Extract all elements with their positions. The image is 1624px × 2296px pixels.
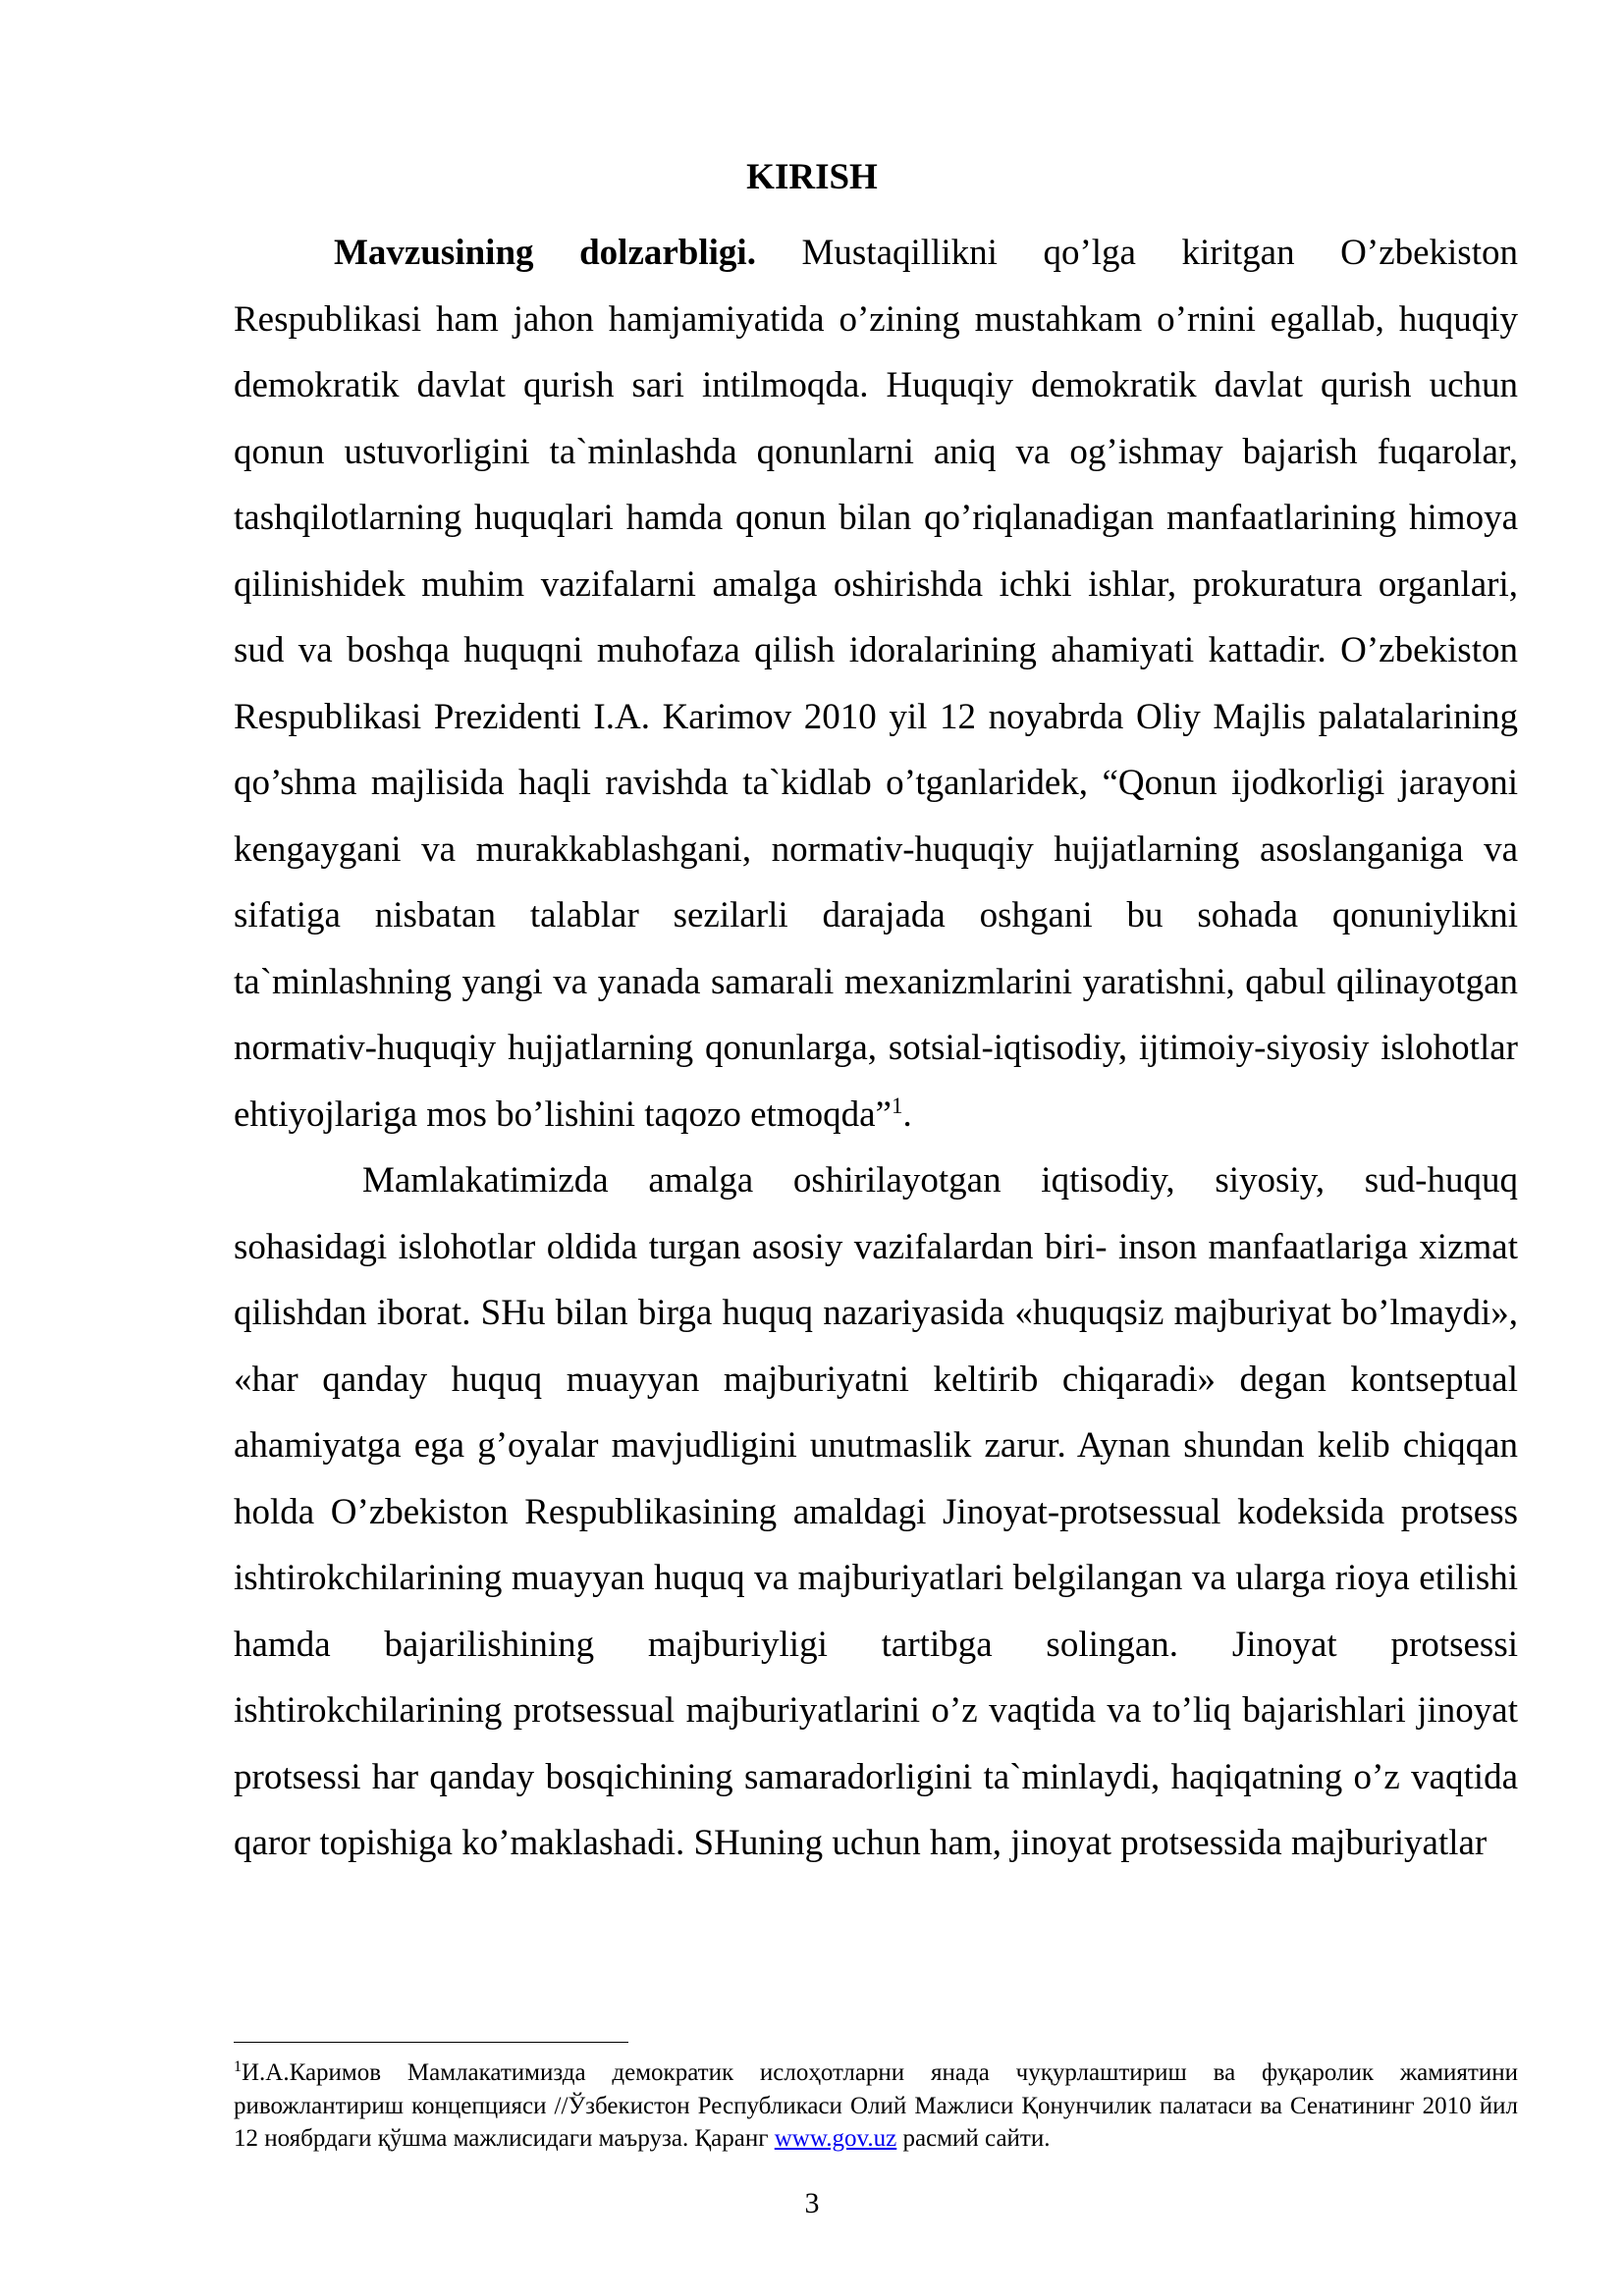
- page-number: 3: [804, 2187, 820, 2219]
- footnote: [234, 2056, 1518, 2156]
- footnote-text: И.А.Каримов Мамлакатимизда демократик ислоҳотларни янада чуқурлаштириш ва фуқаролик жамиятини ривожлантириш концепцияси //Ўзбекистон Республикаси Олий Мажлиси Қонунчилик палатаси ва Сенатининг 2010 йил 12 ноябрдаги қўшма мажлисидаги маъруза. Қаранг: [234, 2059, 1518, 2152]
- paragraph-text: Mustaqillikni qo’lga kiritgan O’zbekiston Respublikasi ham jahon hamjamiyatida o’zining mustahkam o’rnini egallab, huquqiy demokratik davlat qurish sari intilmoqda. Huquqiy demokratik davlat qurish uchun qonun ustuvorligini ta`minlashda qonunlarni aniq va og’ishmay bajarish fuqarolar, tashqilotlarning huquqlari hamda qonun bilan qo’riqlanadigan manfaatlarining himoya qilinishidek muhim vazifalarni amalga oshirishda ichki ishlar, prokuratura organlari, sud va boshqa huquqni muhofaza qilish idoralarining ahamiyati kattadir. O’zbekiston Respublikasi Prezidenti I.A. Karimov 2010 yil 12 noyabrda Oliy Majlis palatalarining qo’shma majlisida haqli ravishda ta`kidlab o’tganlaridek, “Qonun ijodkorligi jarayoni kengaygani va murakkablashgani, normativ-huquqiy hujjatlarning asoslanganiga va sifatiga nisbatan talablar sezilarli darajada oshgani bu sohada qonuniylikni ta`minlashning yangi va yanada samarali mexanizmlarini yaratishni, qabul qilinayotgan normativ-huquqiy hujjatlarning qonunlarga, sotsial-iqtisodiy, ijtimoiy-siyosiy islohotlar ehtiyojlariga mos bo’lishini taqozo etmoqda”: [234, 233, 1518, 1135]
- footnote-reference: 1: [891, 1093, 903, 1118]
- section-title: KIRISH: [746, 157, 878, 197]
- body-text: [234, 220, 1518, 1877]
- footnote-separator: [234, 2042, 628, 2043]
- paragraph-lead: Mavzusining dolzarbligi.: [334, 233, 756, 273]
- paragraph-relevance: [234, 220, 1518, 1148]
- footnote-text-end: расмий сайти.: [896, 2125, 1051, 2152]
- footnote-number: 1: [234, 2058, 242, 2075]
- footnote-link[interactable]: www.gov.uz: [774, 2125, 897, 2152]
- paragraph-end: .: [902, 1094, 912, 1135]
- paragraph-reforms: Mamlakatimizda amalga oshirilayotgan iqtisodiy, siyosiy, sud-huquq sohasidagi islohotlar oldida turgan asosiy vazifalardan biri- inson manfaatlariga xizmat qilishdan iborat. SHu bilan birga huquq nazariyasida «huquqsiz majburiyat bo’lmaydi», «har qanday huquq muayyan majburiyatni keltirib chiqaradi» degan kontseptual ahamiyatga ega g’oyalar mavjudligini unutmaslik zarur. Aynan shundan kelib chiqqan holda O’zbekiston Respublikasining amaldagi Jinoyat-protsessual kodeksida protsess ishtirokchilarining muayyan huquq va majburiyatlari belgilangan va ularga rioya etilishi hamda bajarilishining majburiyligi tartibga solingan. Jinoyat protsessi ishtirokchilarining protsessual majburiyatlarini o’z vaqtida va to’liq bajarishlari jinoyat protsessi har qanday bosqichining samaradorligini ta`minlaydi, haqiqatning o’z vaqtida qaror topishiga ko’maklashadi. SHuning uchun ham, jinoyat protsessida majburiyatlar: [234, 1160, 1518, 1863]
